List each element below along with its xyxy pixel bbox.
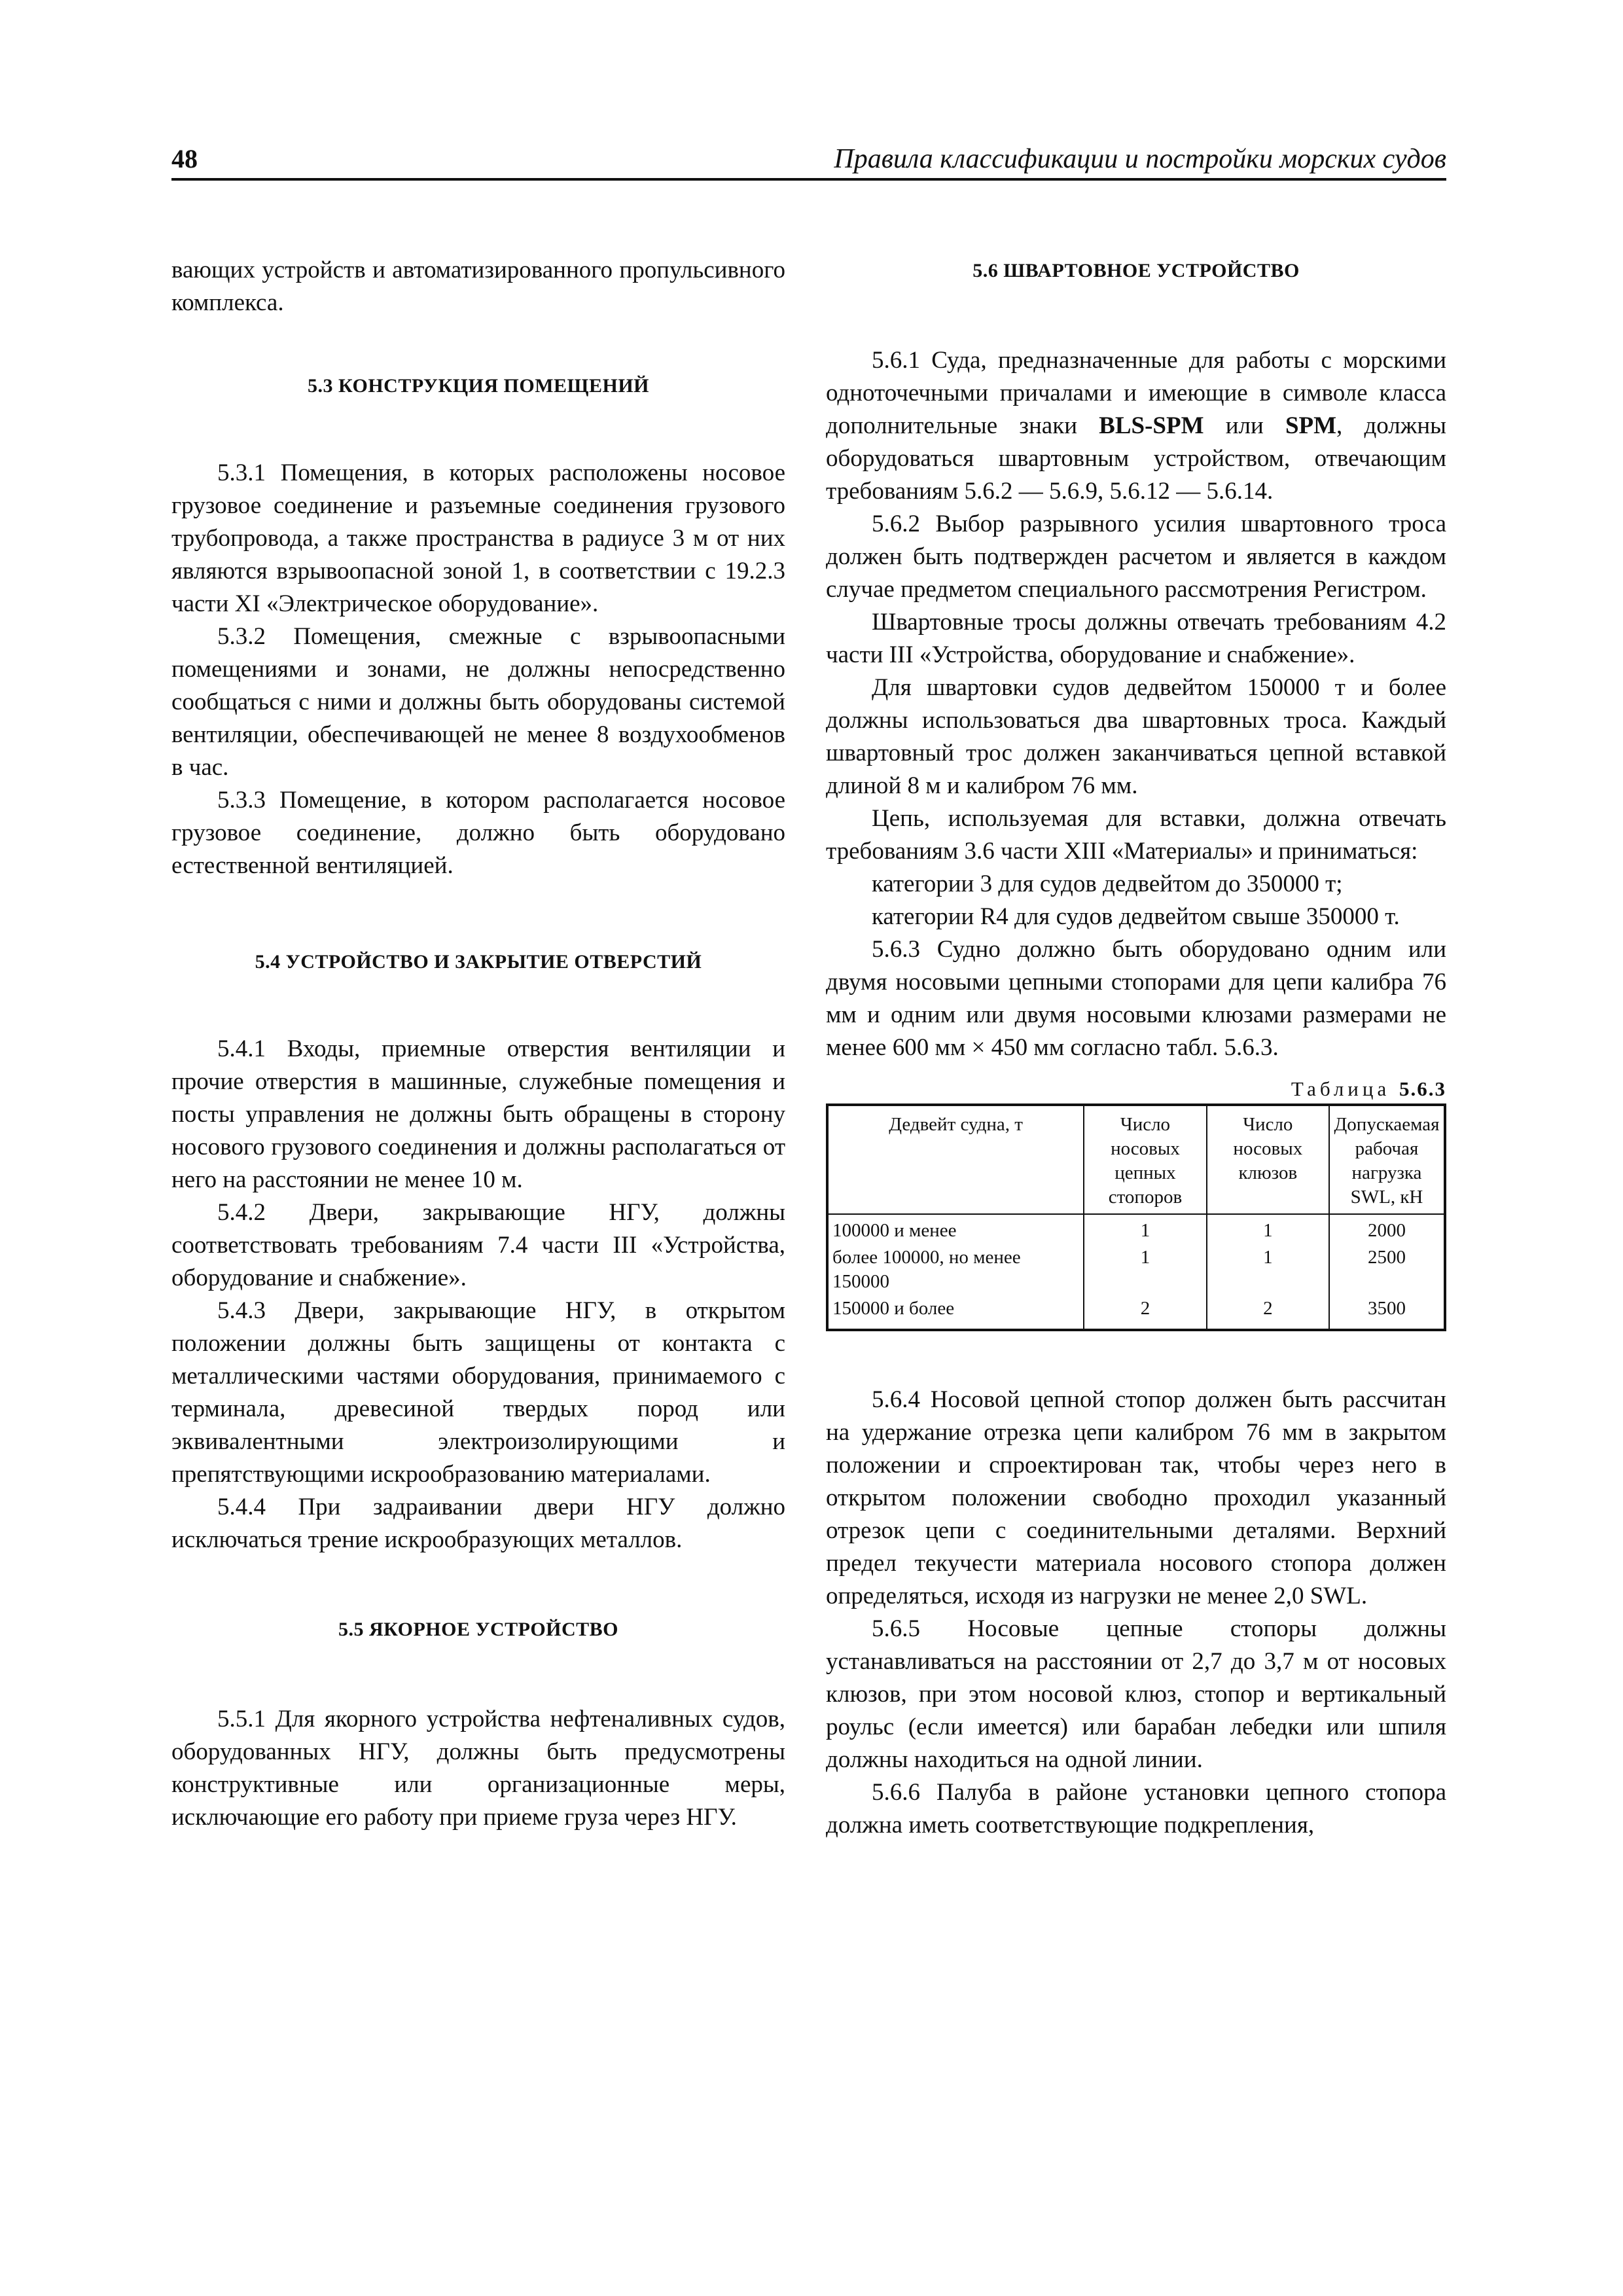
class-notation-spm: SPM [1285,412,1337,439]
paragraph-5-6-4: 5.6.4 Носовой цепной стопор должен быть рассчитан на удержание отрезка цепи калибром 76 мм в закрытом положении и спроектирован так, чтобы через него в открытом положении свободно проходил указанный отрезок цепи с соединительными деталями. Верхний предел текучести материала носового стопора должен определяться, исходя из нагрузки не менее 2,0 SWL. [826,1386,1446,1609]
table-cell: 2000 [1329,1214,1445,1244]
table-row [827,1214,1445,1244]
paragraph-5-6-1 [826,344,1446,508]
paragraph-mooring-ropes: Швартовные тросы должны отвечать требованиям 4.2 части III «Устройства, оборудование и снабжение». [826,609,1446,668]
table-row [827,1244,1445,1295]
paragraph-5-6-5: 5.6.5 Носовые цепные стопоры должны устанавливаться на расстоянии от 2,7 до 3,7 м от носовых клюзов, при этом носовой клюз, стопор и вертикальный роульс (если имеется) или барабан лебедки или шпиля должны находиться на одной линии. [826,1615,1446,1773]
paragraph-5-3-2: 5.3.2 Помещения, смежные с взрывоопасными помещениями и зонами, не должны непосредственно сообщаться с ними и должны быть оборудованы системой вентиляции, обеспечивающей не менее 8 воздухообменов в час. [171,623,785,781]
table-row [827,1295,1445,1330]
left-column [171,254,785,1834]
paragraph-5-6-2: 5.6.2 Выбор разрывного усилия швартовного троса должен быть подтвержден расчетом и является в каждом случае предметом специального рассмотрения Регистром. [826,511,1446,603]
right-column [826,254,1446,1842]
table-header-stoppers: Число носовых цепных стопоров [1084,1105,1206,1214]
table-caption-word: Таблица [1291,1077,1391,1100]
table-caption [826,1075,1446,1103]
paragraph-5-6-1-text-d: , должны оборудоваться швартовным устройством, отвечающим требованиям 5.6.2 — 5.6.9, 5.6.12 — 5.6.14. [826,412,1446,505]
table-header-deadweight: Дедвейт судна, т [827,1105,1084,1214]
table-cell: 1 [1207,1214,1329,1244]
table-cell: 1 [1084,1244,1206,1295]
table-cell: 2 [1084,1295,1206,1330]
section-heading-5-6: 5.6 ШВАРТОВНОЕ УСТРОЙСТВО [972,260,1300,281]
table-cell: 150000 и более [827,1295,1084,1330]
paragraph-5-4-2: 5.4.2 Двери, закрывающие НГУ, должны соответствовать требованиям 7.4 части III «Устройства, оборудование и снабжение». [171,1199,785,1291]
paragraph-5-4-1: 5.4.1 Входы, приемные отверстия вентиляции и прочие отверстия в машинные, служебные помещения и посты управления не должны быть обращены в сторону носового грузового соединения и должны располагаться от него на расстоянии не менее 10 м. [171,1035,785,1193]
table-cell: 3500 [1329,1295,1445,1330]
table-header-row [827,1105,1445,1214]
paragraph-5-5-1: 5.5.1 Для якорного устройства нефтеналивных судов, оборудованных НГУ, должны быть предусмотрены конструктивные или организационные меры, исключающие его работу при приеме груза через НГУ. [171,1706,785,1831]
section-heading-5-3: 5.3 КОНСТРУКЦИЯ ПОМЕЩЕНИЙ [308,375,649,397]
paragraph-two-ropes: Для швартовки судов дедвейтом 150000 т и более должны использоваться два швартовных троса. Каждый швартовный трос должен заканчиваться цепной вставкой длиной 8 м и калибром 76 мм. [826,674,1446,799]
list-item-category-3: категории 3 для судов дедвейтом до 350000 т; [872,870,1343,897]
paragraph-5-6-3: 5.6.3 Судно должно быть оборудовано одним или двумя носовыми цепными стопорами для цепи калибра 76 мм и одним или двумя носовыми клюзами размерами не менее 600 мм × 450 мм согласно табл. 5.6.3. [826,936,1446,1061]
paragraph-5-6-1-text-a: 5.6.1 Суда, предназначенные для работы с морскими одноточечными причалами и имеющие в символе класса дополнительные знаки [826,347,1446,439]
page-number: 48 [171,144,198,173]
paragraph-chain-insert: Цепь, используемая для вставки, должна отвечать требованиям 3.6 части XIII «Материалы» и приниматься: [826,805,1446,865]
table-header-swl: Допускаемая рабочая нагрузка SWL, кН [1329,1105,1445,1214]
paragraph-5-4-4: 5.4.4 При задраивании двери НГУ должно исключаться трение искрообразующих металлов. [171,1494,785,1553]
paragraph-continuation: вающих устройств и автоматизированного пропульсивного комплекса. [171,257,785,316]
paragraph-5-3-1: 5.3.1 Помещения, в которых расположены носовое грузовое соединение и разъемные соединения грузового трубопровода, а также пространства в радиусе 3 м от них являются взрывоопасной зоной 1, в соответствии с 19.2.3 части XI «Электрическое оборудование». [171,459,785,617]
table-caption-number: 5.6.3 [1399,1077,1446,1100]
table-cell: 2 [1207,1295,1329,1330]
table-cell: 100000 и менее [827,1214,1084,1244]
paragraph-5-3-3: 5.3.3 Помещение, в котором располагается носовое грузовое соединение, должно быть оборудовано естественной вентиляцией. [171,787,785,879]
table-cell: 1 [1084,1214,1206,1244]
paragraph-5-6-1-text-c: или [1204,412,1285,439]
table-cell: 1 [1207,1244,1329,1295]
section-heading-5-5: 5.5 ЯКОРНОЕ УСТРОЙСТВО [338,1619,619,1640]
page-header [171,139,1446,181]
section-heading-5-4: 5.4 УСТРОЙСТВО И ЗАКРЫТИЕ ОТВЕРСТИЙ [255,951,702,973]
running-title: Правила классификации и постройки морских судов [834,144,1446,174]
paragraph-5-4-3: 5.4.3 Двери, закрывающие НГУ, в открытом положении должны быть защищены от контакта с металлическими частями оборудования, принимаемого с терминала, древесиной твердых пород или эквивалентными электроизолирующими и препятствующими искрообразованию материалами. [171,1297,785,1488]
table-header-fairleads: Число носовых клюзов [1207,1105,1329,1214]
table-cell: более 100000, но менее 150000 [827,1244,1084,1295]
table-cell: 2500 [1329,1244,1445,1295]
table-5-6-3 [826,1103,1446,1331]
paragraph-5-6-6: 5.6.6 Палуба в районе установки цепного стопора должна иметь соответствующие подкрепления, [826,1779,1446,1839]
class-notation-bls-spm: BLS-SPM [1099,412,1204,439]
list-item-category-r4: категории R4 для судов дедвейтом свыше 350000 т. [872,903,1400,930]
